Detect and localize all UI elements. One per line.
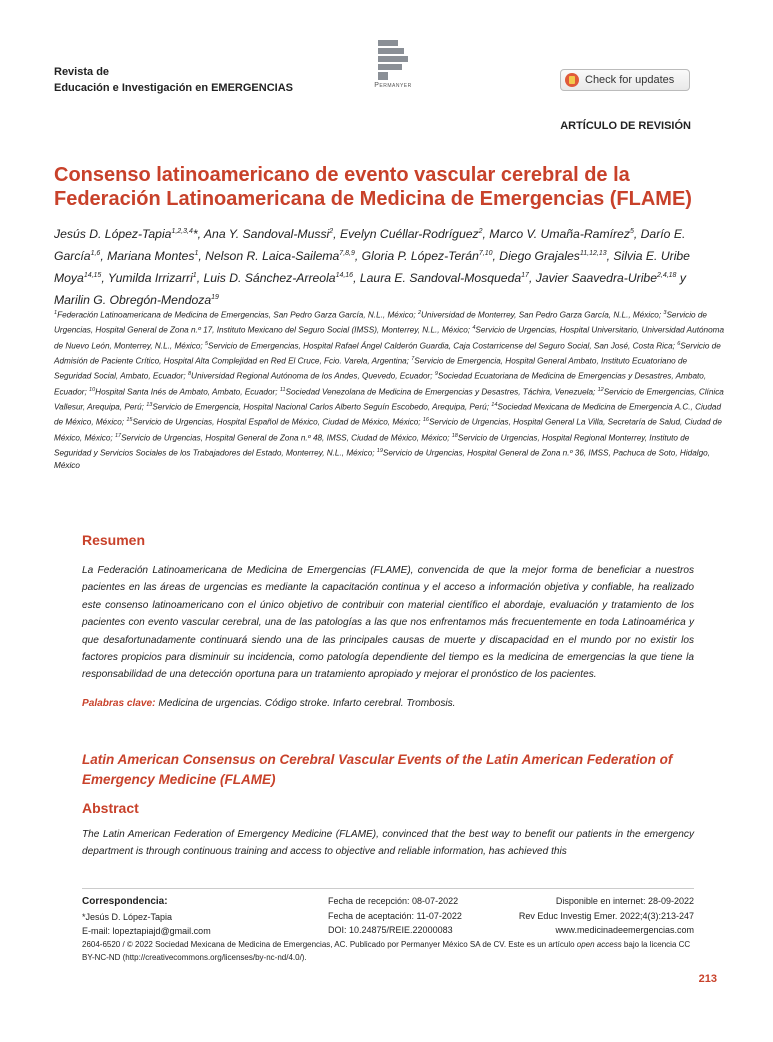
check-updates-button[interactable] xyxy=(560,69,690,91)
author-affiliation-marker: 11,12,13 xyxy=(579,250,607,258)
affiliation-text: Servicio de Emergencia, Hospital General Ambato, Instituto Ecuatoriano de Seguridad Social, Ambato, Ecuador; xyxy=(54,356,688,382)
author-separator: , xyxy=(333,227,340,242)
affiliation-text: Servicio de Emergencias, Hospital Rafael Ángel Calderón Guardia, Caja Costarricense del Seguro Social, San José, Costa Rica; xyxy=(208,341,678,351)
resumen-heading: Resumen xyxy=(82,532,146,548)
citation: Rev Educ Investig Emer. 2022;4(3):213-247 xyxy=(518,910,694,921)
affiliation-text: Servicio de Urgencias, Hospital General de Zona n.º 48, IMSS, Ciudad de México, México; xyxy=(121,433,452,443)
correspondence-email[interactable]: E-mail: lopeztapiajd@gmail.com xyxy=(82,926,211,937)
author-name: Gloria P. López-Terán xyxy=(361,249,479,264)
affiliation-number: 6 xyxy=(677,340,681,347)
footer-divider xyxy=(82,888,694,889)
resumen-text: La Federación Latinoamericana de Medicina de Emergencias (FLAME), convencida de que la mejor forma de beneficiar a nuestros pacientes en las áreas de urgencias es mediante la capacitación continua y el acceso a información objetiva y confiable, ha realizado este consenso latinoamericano con el único objetivo de contribuir con material científico el abordaje, evaluación y tratamiento de los pacientes con evento vascular cerebral, una de las patologías a las que nos enfrentamos más frecuentemente en toda Latinoamérica y que desafortunadamente continuará siendo una de las principales causas de muerte y discapacidad en el mundo por no existir los factores propicios para disminuir su incidencia, como patología dependiente del tiempo es la medicina de emergencias la que tiene la responsabilidad de una detección oportuna para un tratamiento apropiado y mejorar el pronóstico de los pacientes. xyxy=(82,565,694,681)
english-title: Latin American Consensus on Cerebral Vascular Events of the Latin American Federation of Emergency Medicine (FLAME) xyxy=(82,752,673,787)
author-affiliation-marker: 14,15 xyxy=(83,272,102,280)
author-name: Darío E. García xyxy=(54,227,686,264)
author-separator: , xyxy=(633,227,641,242)
dates-block xyxy=(328,894,462,938)
author-affiliation-marker: 1,2,3,4 xyxy=(171,228,193,235)
affiliation-number: 9 xyxy=(434,371,438,378)
author-affiliation-marker: 1 xyxy=(192,272,197,280)
affiliation-number: 14 xyxy=(491,401,498,408)
journal-name xyxy=(54,64,293,96)
crossmark-icon xyxy=(565,73,579,87)
affiliation-text: Servicio de Urgencias, Hospital Universitario, Universidad Autónoma de Nuevo León, Monterrey, N.L., México; xyxy=(54,326,725,351)
author-name: Evelyn Cuéllar-Rodríguez xyxy=(339,227,479,242)
publication-block xyxy=(519,894,694,938)
author-separator: , xyxy=(198,249,206,264)
author-affiliation-marker: 1,6 xyxy=(90,250,101,258)
license-pre: 2604-6520 / © 2022 Sociedad Mexicana de Medicina de Emergencias, AC. Publicado por Permanyer México SA de CV. Este es un artículo xyxy=(82,940,577,949)
affiliation-number: 11 xyxy=(279,386,286,393)
accepted-date: Fecha de aceptación: 11-07-2022 xyxy=(328,910,462,921)
affiliation-number: 12 xyxy=(597,386,604,393)
affiliation-number: 19 xyxy=(376,447,383,454)
affiliation-text: Sociedad Mexicana de Medicina de Emergencia A.C., Ciudad de México, México; xyxy=(54,402,722,428)
author-name: Yumilda Irrizarri xyxy=(107,271,193,286)
affiliation-text: Universidad de Monterrey, San Pedro Garza García, N.L., México; xyxy=(421,310,664,320)
affiliation-text: Federación Latinoamericana de Medicina de Emergencias, San Pedro Garza García, N.L., México; xyxy=(57,310,418,320)
publisher-logo-text: Permanyer xyxy=(374,82,412,89)
author-list xyxy=(54,222,724,310)
correspondence-name: *Jesús D. López-Tapia xyxy=(82,911,173,922)
author-affiliation-marker: 14,16 xyxy=(335,272,354,280)
keywords xyxy=(82,698,694,709)
affiliation-number: 3 xyxy=(663,310,667,316)
author-separator: , xyxy=(482,227,490,242)
author-separator: y xyxy=(676,271,686,286)
affiliation-number: 8 xyxy=(187,371,192,378)
author-separator: *, xyxy=(192,227,204,242)
abstract-text: The Latin American Federation of Emergency Medicine (FLAME), convinced that the best way to benefit our patients in the emergency department is through continuous training and access to objective and reliable information, has achieved this xyxy=(82,829,694,858)
author-name: Marilin G. Obregón-Mendoza xyxy=(54,293,212,308)
doi[interactable]: DOI: 10.24875/REIE.22000083 xyxy=(328,925,453,936)
keywords-label: Palabras clave: xyxy=(82,697,156,709)
affiliation-text: Servicio de Emergencias, Clínica Vallesur, Arequipa, Perú; xyxy=(54,387,724,412)
author-name: Laura E. Sandoval-Mosqueda xyxy=(359,271,522,286)
author-name: Ana Y. Sandoval-Mussi xyxy=(203,227,330,242)
abstract-heading: Abstract xyxy=(82,800,139,816)
author-separator: , xyxy=(196,271,204,286)
affiliation-text: Sociedad Ecuatoriana de Medicina de Emergencias y Desastres, Ambato, Ecuador; xyxy=(54,372,707,397)
affiliation-text: Servicio de Admisión de Paciente Crítico, Hospital Alta Complejidad en Red El Cruce, Fcio. Varela, Argentina; xyxy=(54,341,721,366)
affiliation-text: Universidad Regional Autónoma de los Andes, Quevedo, Ecuador; xyxy=(191,372,435,382)
author-name: Silvia E. Uribe Moya xyxy=(54,249,690,286)
affiliation-number: 15 xyxy=(126,417,133,424)
author-name: Marco V. Umaña-Ramírez xyxy=(489,227,630,242)
resumen-section xyxy=(82,532,694,709)
article-title: Consenso latinoamericano de evento vascular cerebral de la Federación Latinoamericana de Medicina de Emergencias (FLAME) xyxy=(54,164,692,210)
journal-name-line2: Educación e Investigación en EMERGENCIAS xyxy=(54,82,293,94)
affiliation-number: 18 xyxy=(451,432,458,439)
affiliation-number: 2 xyxy=(417,310,422,316)
affiliation-number: 13 xyxy=(146,401,153,408)
author-separator: , xyxy=(353,271,360,286)
author-name: Jesús D. López-Tapia xyxy=(54,227,172,242)
affiliation-number: 16 xyxy=(422,417,429,424)
author-separator: , xyxy=(100,249,108,264)
journal-website[interactable]: www.medicinadeemergencias.com xyxy=(555,925,694,936)
affiliation-number: 10 xyxy=(89,386,96,393)
abstract-section xyxy=(82,800,694,861)
author-separator: , xyxy=(606,249,614,264)
check-updates-label: Check for updates xyxy=(585,74,675,86)
author-name: Javier Saavedra-Uribe xyxy=(535,271,657,286)
affiliation-text: Servicio de Urgencias, Hospital Español de México, Ciudad de México, México; xyxy=(132,418,423,428)
author-affiliation-marker: 2,4,18 xyxy=(656,272,677,280)
affiliation-text: Servicio de Emergencia, Hospital Nacional Carlos Alberto Seguín Escobedo, Arequipa, Perú; xyxy=(152,402,492,412)
correspondence-heading: Correspondencia: xyxy=(82,896,168,907)
author-affiliation-marker: 19 xyxy=(211,294,219,302)
author-separator: , xyxy=(101,271,108,286)
permanyer-logo-icon xyxy=(376,40,410,80)
affiliation-number: 1 xyxy=(54,310,58,316)
author-affiliation-marker: 1 xyxy=(194,250,199,258)
author-name: Luis D. Sánchez-Arreola xyxy=(203,271,336,286)
received-date: Fecha de recepción: 08-07-2022 xyxy=(328,896,459,906)
author-name: Mariana Montes xyxy=(107,249,195,264)
author-separator: , xyxy=(528,271,536,286)
author-affiliation-marker: 2 xyxy=(329,228,334,235)
article-type-label: ARTÍCULO DE REVISIÓN xyxy=(560,120,691,132)
author-name: Diego Grajales xyxy=(499,249,580,264)
affiliation-number: 5 xyxy=(204,340,208,347)
affiliation-text: Sociedad Venezolana de Medicina de Emergencias y Desastres, Táchira, Venezuela; xyxy=(285,387,598,397)
online-date: Disponible en internet: 28-09-2022 xyxy=(555,896,694,906)
keywords-text: Medicina de urgencias. Código stroke. Infarto cerebral. Trombosis. xyxy=(158,697,456,709)
affiliation-text: Servicio de Urgencias, Hospital General de Zona n.º 36, IMSS, Pachuca de Soto, Hidalgo, México xyxy=(54,448,710,471)
affiliation-number: 17 xyxy=(114,432,122,439)
affiliation-text: Hospital Santa Inés de Ambato, Ambato, Ecuador; xyxy=(95,387,280,397)
journal-name-line1: Revista de xyxy=(54,66,110,78)
author-affiliation-marker: 17 xyxy=(521,272,529,280)
page-number: 213 xyxy=(698,973,717,985)
author-separator: , xyxy=(354,249,362,264)
license-open-access: open access xyxy=(576,940,622,949)
affiliation-text: Servicio de Urgencias, Hospital Regional Monterrey, Instituto de Seguridad y Servicios Sociales de los Trabajadores del Estado, Monterrey, N.L., México; xyxy=(54,433,690,458)
author-affiliation-marker: 2 xyxy=(478,228,483,235)
affiliations xyxy=(54,307,724,473)
license-text xyxy=(82,938,702,964)
license-post: bajo la licencia CC BY-NC-ND (http://creativecommons.org/licenses/by-nc-nd/4.0/). xyxy=(82,940,691,962)
author-affiliation-marker: 7,8,9 xyxy=(339,250,355,258)
publisher-logo xyxy=(358,40,428,89)
affiliation-text: Servicio de Urgencias, Hospital General de Zona n.º 17, Instituto Mexicano del Seguro Social (IMSS), Monterrey, N.L., México; xyxy=(54,310,707,336)
author-affiliation-marker: 7,10 xyxy=(478,250,493,258)
affiliation-number: 4 xyxy=(472,325,476,332)
affiliation-number: 7 xyxy=(411,355,415,362)
correspondence-block xyxy=(82,894,211,939)
author-separator: , xyxy=(492,249,500,264)
author-name: Nelson R. Laica-Sailema xyxy=(205,249,340,264)
affiliation-text: Servicio de Urgencias, Hospital General La Villa, Secretaría de Salud, Ciudad de México, México; xyxy=(54,418,722,443)
author-affiliation-marker: 5 xyxy=(629,228,634,235)
